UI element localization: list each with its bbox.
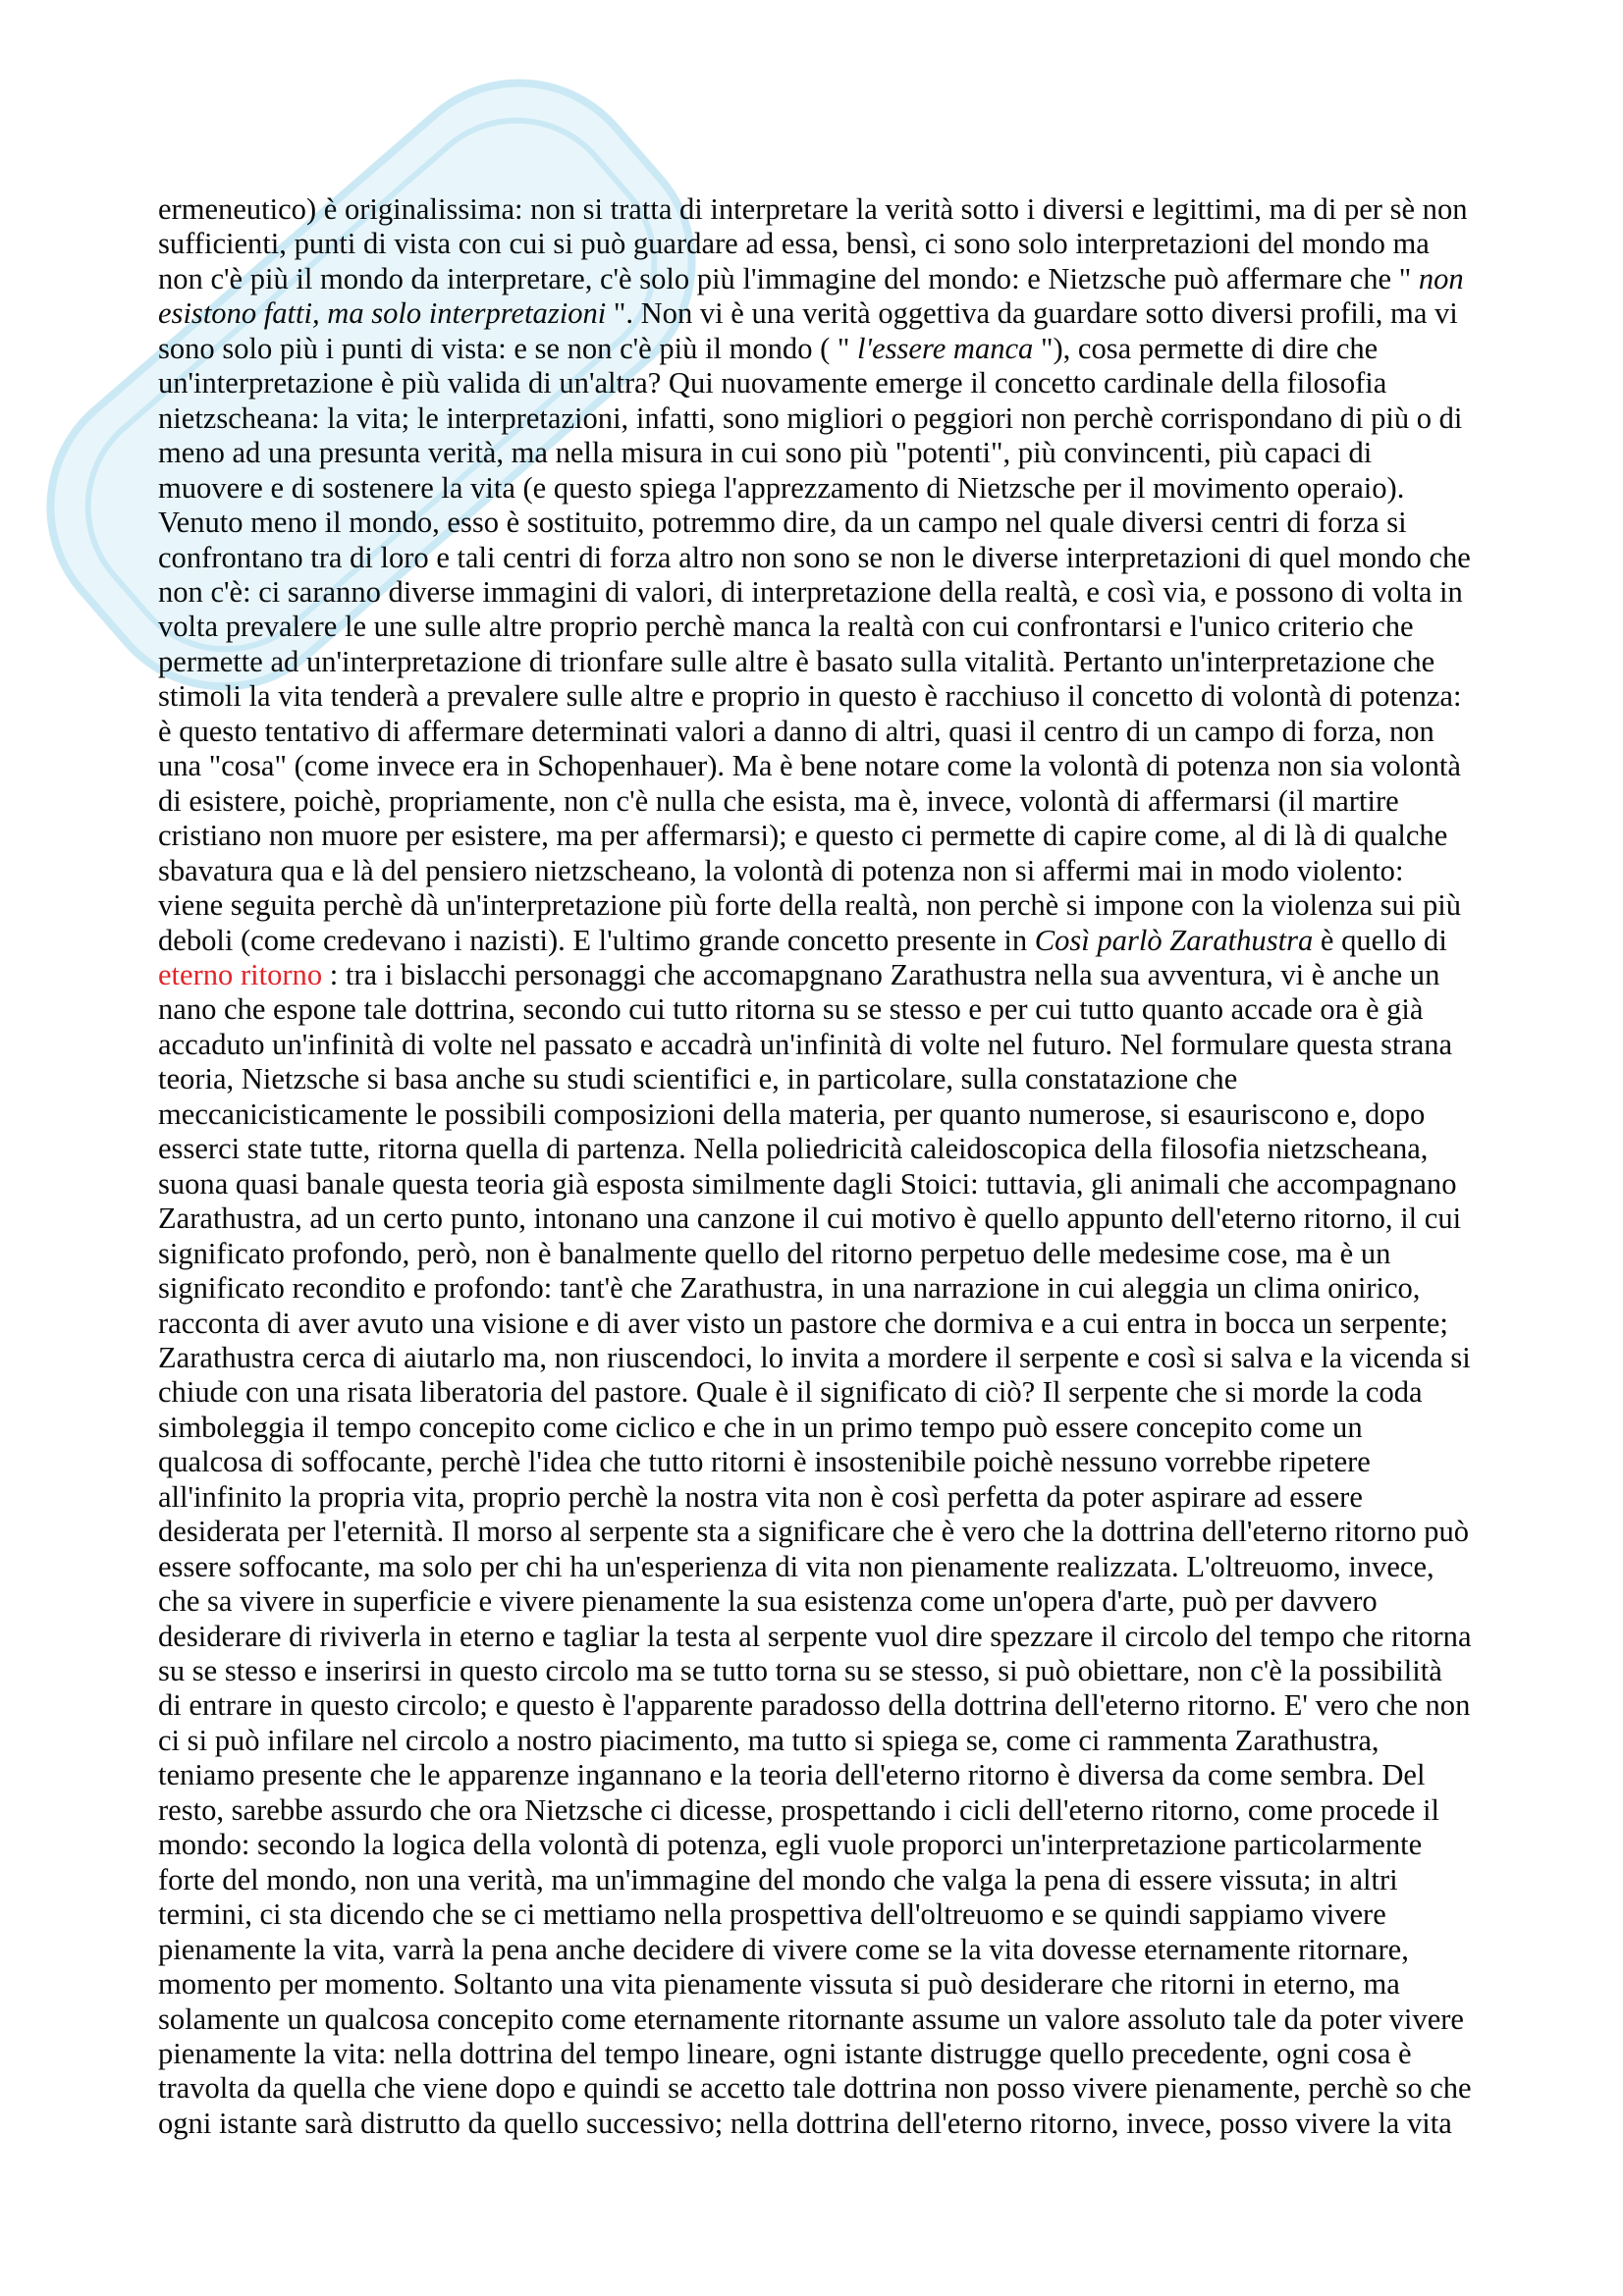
body-text-line: sufficienti, punti di vista con cui si può guardare ad essa, bensì, ci sono solo interpretazioni del mondo ma xyxy=(158,227,1430,261)
body-text-line: muovere e di sostenere la vita (e questo spiega l'apprezzamento di Nietzsche per il movimento operaio). xyxy=(158,470,1405,505)
body-text-line: racconta di aver avuto una visione e di aver visto un pastore che dormiva e a cui entra in bocca un serpente; xyxy=(158,1306,1448,1340)
body-text-line: ermeneutico) è originalissima: non si tratta di interpretare la verità sotto i diversi e legittimi, ma di per sè non xyxy=(158,192,1468,226)
body-text-line: meccanicisticamente le possibili composizioni della materia, per quanto numerose, si esauriscono e, dopo xyxy=(158,1096,1426,1131)
text-segment: sono solo più i punti di vista: e se non c'è più il mondo ( " xyxy=(158,331,858,365)
body-text-line: simboleggia il tempo concepito come ciclico e che in un primo tempo può essere concepito come un xyxy=(158,1410,1363,1444)
body-text-line: è questo tentativo di affermare determinati valori a danno di altri, quasi il centro di un campo di forza, non xyxy=(158,714,1434,748)
body-text-line: desiderata per l'eternità. Il morso al serpente sta a significare che è vero che la dottrina dell'eterno ritorno può xyxy=(158,1515,1469,1549)
body-text-line: Venuto meno il mondo, esso è sostituito, potremmo dire, da un campo nel quale diversi centri di forza si xyxy=(158,506,1407,540)
text-segment: non c'è più il mondo da interpretare, c'è solo più l'immagine del mondo: e Nietzsche può affermare che " xyxy=(158,261,1419,295)
body-text-line: che sa vivere in superficie e vivere pienamente la sua esistenza come un'opera d'arte, può per davvero xyxy=(158,1584,1378,1619)
body-text-line: solamente un qualcosa concepito come eternamente ritornante assume un valore assoluto tale da poter vivere xyxy=(158,2002,1464,2036)
body-text-line: non c'è: ci saranno diverse immagini di valori, di interpretazione della realtà, e così via, e possono di volta in xyxy=(158,574,1463,609)
body-text-line: suona quasi banale questa teoria già esposta similmente dagli Stoici: tuttavia, gli animali che accompagnano xyxy=(158,1166,1457,1201)
body-text-line: di entrare in questo circolo; e questo è l'apparente paradosso della dottrina dell'eterno ritorno. E' vero che non xyxy=(158,1688,1471,1723)
body-text-line: Zarathustra cerca di aiutarlo ma, non riuscendoci, lo invita a mordere il serpente e così si salva e la vicenda si xyxy=(158,1340,1471,1374)
body-text-line xyxy=(158,296,1472,331)
body-text-line: nietzscheana: la vita; le interpretazioni, infatti, sono migliori o peggiori non perchè corrispondano di più o di xyxy=(158,400,1463,435)
body-text-line: permette ad un'interpretazione di trionfare sulle altre è basato sulla vitalità. Pertanto un'interpretazione che xyxy=(158,644,1435,678)
body-text-line: mondo: secondo la logica della volontà di potenza, egli vuole proporci un'interpretazione particolarmente xyxy=(158,1828,1423,1862)
body-text-line: cristiano non muore per esistere, ma per affermarsi); e questo ci permette di capire come, al di là di qualche xyxy=(158,819,1448,853)
body-text-line: ogni istante sarà distrutto da quello successivo; nella dottrina dell'eterno ritorno, invece, posso vivere la vita xyxy=(158,2106,1452,2140)
italic-phrase: l'essere manca xyxy=(857,331,1034,365)
body-text-line: teniamo presente che le apparenze ingannano e la teoria dell'eterno ritorno è diversa da come sembra. Del xyxy=(158,1758,1426,1792)
body-text-line: accaduto un'infinità di volte nel passato e accadrà un'infinità di volte nel futuro. Nel formulare questa strana xyxy=(158,1027,1453,1061)
body-text-line xyxy=(158,924,1472,958)
body-text-line: teoria, Nietzsche si basa anche su studi scientifici e, in particolare, sulla constatazione che xyxy=(158,1062,1238,1096)
body-text-line: termini, ci sta dicendo che se ci mettiamo nella prospettiva dell'oltreuomo e se quindi sappiamo vivere xyxy=(158,1897,1386,1932)
body-text-line: Zarathustra, ad un certo punto, intonano una canzone il cui motivo è quello appunto dell'eterno ritorno, il cui xyxy=(158,1201,1462,1236)
body-text-line: desiderare di riviverla in eterno e tagliar la testa al serpente vuol dire spezzare il circolo del tempo che ritorna xyxy=(158,1619,1472,1653)
body-text-line: significato profondo, però, non è banalmente quello del ritorno perpetuo delle medesime cose, ma è un xyxy=(158,1236,1391,1270)
body-text-line: momento per momento. Soltanto una vita pienamente vissuta si può desiderare che ritorni in eterno, ma xyxy=(158,1967,1400,2002)
body-text-line: viene seguita perchè dà un'interpretazione più forte della realtà, non perchè si impone con la violenza sui più xyxy=(158,888,1461,923)
body-text-line xyxy=(158,332,1472,366)
body-text-line: meno ad una presunta verità, ma nella misura in cui sono più "potenti", più convincenti, più capaci di xyxy=(158,436,1373,470)
body-text-line: significato recondito e profondo: tant'è che Zarathustra, in una narrazione in cui aleggia un clima onirico, xyxy=(158,1271,1421,1306)
body-text-line: forte del mondo, non una verità, ma un'immagine del mondo che valga la pena di essere vissuta; in altri xyxy=(158,1862,1398,1896)
body-text-line xyxy=(158,262,1472,296)
italic-book-title: Così parlò Zarathustra xyxy=(1034,923,1314,957)
body-text-line: all'infinito la propria vita, proprio perchè la nostra vita non è così perfetta da poter aspirare ad essere xyxy=(158,1479,1363,1514)
body-text-line: travolta da quella che viene dopo e quindi se accetto tale dottrina non posso vivere pienamente, perchè so che xyxy=(158,2071,1472,2106)
body-text-line: volta prevalere le une sulle altre proprio perchè manca la realtà con cui confrontarsi e l'unico criterio che xyxy=(158,610,1414,644)
text-segment: ". Non vi è una verità oggettiva da guardare sotto diversi profili, ma vi xyxy=(606,296,1458,331)
body-text-line: di esistere, poichè, propriamente, non c'è nulla che esista, ma è, invece, volontà di affermarsi (il martire xyxy=(158,783,1399,818)
body-text-line: essere soffocante, ma solo per chi ha un'esperienza di vita non pienamente realizzata. L'oltreuomo, invece, xyxy=(158,1549,1434,1583)
text-segment: deboli (come credevano i nazisti). E l'ultimo grande concetto presente in xyxy=(158,923,1035,957)
highlighted-term: eterno ritorno xyxy=(158,957,323,991)
body-text xyxy=(158,192,1472,2141)
body-text-line: resto, sarebbe assurdo che ora Nietzsche ci dicesse, prospettando i cicli dell'eterno ritorno, come procede il xyxy=(158,1792,1439,1827)
body-text-line: chiude con una risata liberatoria del pastore. Quale è il significato di ciò? Il serpente che si morde la coda xyxy=(158,1375,1423,1410)
body-text-line xyxy=(158,958,1472,992)
body-text-line: un'interpretazione è più valida di un'altra? Qui nuovamente emerge il concetto cardinale della filosofia xyxy=(158,366,1387,400)
body-text-line: esserci state tutte, ritorna quella di partenza. Nella poliedricità caleidoscopica della filosofia nietzscheana, xyxy=(158,1132,1429,1166)
body-text-line: nano che espone tale dottrina, secondo cui tutto ritorna su se stesso e per cui tutto quanto accade ora è già xyxy=(158,992,1424,1027)
italic-phrase: non xyxy=(1418,261,1464,295)
body-text-line: su se stesso e inserirsi in questo circolo ma se tutto torna su se stesso, si può obiettare, non c'è la possibilità xyxy=(158,1654,1442,1688)
body-text-line: pienamente la vita, varrà la pena anche decidere di vivere come se la vita dovesse eternamente ritornare, xyxy=(158,1932,1409,1966)
body-text-line: una "cosa" (come invece era in Schopenhauer). Ma è bene notare come la volontà di potenza non sia volontà xyxy=(158,749,1461,783)
body-text-line: stimoli la vita tenderà a prevalere sulle altre e proprio in questo è racchiuso il concetto di volontà di potenza: xyxy=(158,679,1462,714)
body-text-line: pienamente la vita: nella dottrina del tempo lineare, ogni istante distrugge quello precedente, ogni cosa è xyxy=(158,2037,1412,2071)
body-text-line: ci si può infilare nel circolo a nostro piacimento, ma tutto si spiega se, come ci rammenta Zarathustra, xyxy=(158,1723,1380,1757)
body-text-line: sbavatura qua e là del pensiero nietzscheano, la volontà di potenza non si affermi mai in modo violento: xyxy=(158,853,1404,887)
text-segment: "), cosa permette di dire che xyxy=(1033,331,1379,365)
text-segment: è quello di xyxy=(1313,923,1447,957)
italic-phrase: esistono fatti, ma solo interpretazioni xyxy=(158,296,607,331)
text-segment: : tra i bislacchi personaggi che accomapgnano Zarathustra nella sua avventura, vi è anche un xyxy=(322,957,1440,991)
body-text-line: confrontano tra di loro e tali centri di forza altro non sono se non le diverse interpretazioni di quel mondo che xyxy=(158,540,1471,574)
body-text-line: qualcosa di soffocante, perchè l'idea che tutto ritorni è insostenibile poichè nessuno vorrebbe ripetere xyxy=(158,1445,1371,1479)
